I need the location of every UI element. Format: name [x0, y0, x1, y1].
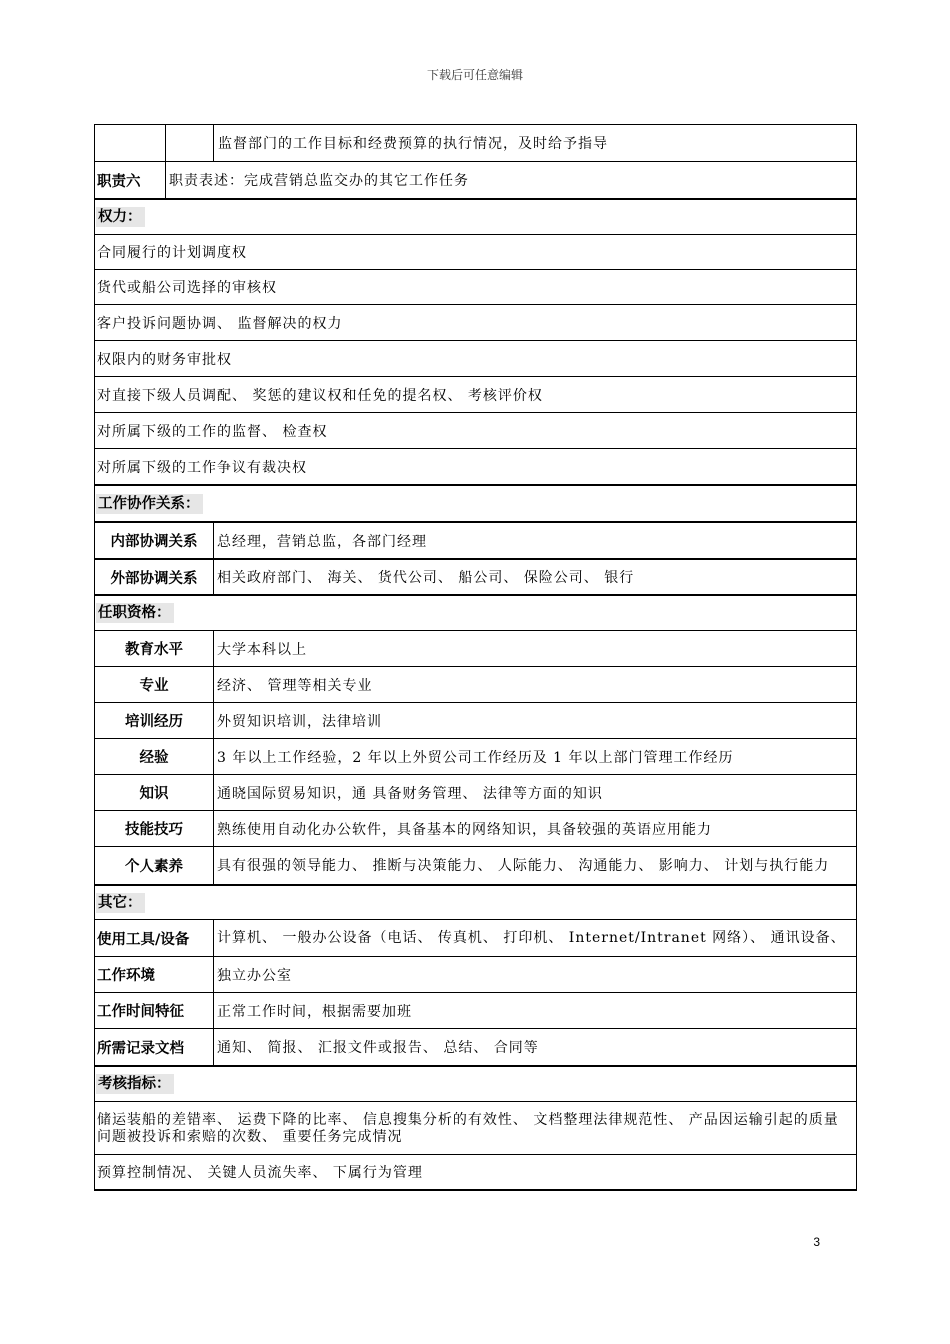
qualification-label: 专业: [139, 678, 169, 694]
power-item: 对直接下级人员调配、 奖惩的建议权和任免的提名权、 考核评价权: [97, 387, 543, 404]
qualification-value: 3 年以上工作经验，2 年以上外贸公司工作经历及 1 年以上部门管理工作经历: [213, 739, 856, 774]
qualification-label: 培训经历: [125, 714, 183, 730]
page-header-note: 下载后可任意编辑: [426, 68, 523, 82]
qualification-section-title: 任职资格：: [96, 603, 174, 623]
collaboration-value: 总经理，营销总监，各部门经理: [213, 523, 856, 558]
power-item-row: [94, 270, 857, 304]
other-label: 使用工具/设备: [97, 931, 190, 948]
qualification-label: 知识: [139, 786, 169, 802]
power-section-title-row: [94, 200, 857, 234]
other-label: 工作时间特征: [97, 1004, 184, 1020]
power-item-row: [94, 413, 857, 448]
qualification-row: [94, 775, 857, 810]
qualification-section-title-row: [94, 596, 857, 630]
power-item-row: [94, 377, 857, 412]
qualification-label: 经验: [139, 750, 169, 766]
other-section-title: 其它：: [96, 893, 145, 913]
other-value: 正常工作时间，根据需要加班: [213, 993, 856, 1028]
power-item: 客户投诉问题协调、 监督解决的权力: [97, 315, 343, 332]
qualification-label: 个人素养: [125, 859, 183, 875]
power-section-title-cell: [95, 200, 856, 234]
assessment-item-row: [94, 1102, 857, 1154]
collaboration-row: [94, 560, 857, 594]
power-item: 权限内的财务审批权: [97, 351, 232, 368]
page-number: 3: [813, 1235, 820, 1249]
other-label: 工作环境: [97, 968, 155, 984]
assessment-section-title-cell: [95, 1067, 856, 1101]
collaboration-value: 相关政府部门、 海关、 货代公司、 船公司、 保险公司、 银行: [213, 560, 856, 594]
other-value: 计算机、 一般办公设备（电话、 传真机、 打印机、 Internet/Intranet 网络）、 通讯设备、: [213, 920, 856, 956]
power-item: 对所属下级的工作的监督、 检查权: [97, 423, 328, 440]
duty-blank-cell: [165, 125, 213, 161]
qualification-section-title-cell: [95, 596, 856, 630]
collaboration-row: [94, 523, 857, 558]
qualification-label: 教育水平: [125, 642, 183, 658]
other-row: [94, 957, 857, 992]
collaboration-section-title: 工作协作关系：: [96, 494, 203, 514]
qualification-row: [94, 811, 857, 846]
collaboration-section-title-cell: [95, 486, 856, 521]
other-row: [94, 1029, 857, 1065]
other-label: 所需记录文档: [97, 1040, 184, 1057]
other-value: 独立办公室: [213, 957, 856, 992]
qualification-row: [94, 703, 857, 738]
power-section-title: 权力：: [96, 207, 145, 227]
assessment-section-title-row: [94, 1067, 857, 1101]
power-item: 货代或船公司选择的审核权: [97, 280, 277, 296]
duty-six-label: 职责六: [97, 173, 141, 190]
duty-six-content: 职责表述：完成营销总监交办的其它工作任务: [165, 162, 856, 198]
assessment-item-row: [94, 1155, 857, 1189]
qualification-row: [94, 667, 857, 702]
duty-six-row: [94, 162, 857, 198]
other-section-title-cell: [95, 886, 856, 919]
power-item: 对所属下级的工作争议有裁决权: [97, 459, 307, 476]
qualification-row: [94, 631, 857, 666]
other-row: [94, 920, 857, 956]
duty-label-empty: [95, 125, 165, 161]
collaboration-label: 外部协调关系: [110, 570, 198, 587]
power-item-row: [94, 341, 857, 376]
qualification-row: [94, 739, 857, 774]
qualification-value: 外贸知识培训，法律培训: [213, 703, 856, 738]
collaboration-section-title-row: [94, 486, 857, 521]
duty-content: 监督部门的工作目标和经费预算的执行情况，及时给予指导: [213, 125, 856, 161]
power-item-row: [94, 449, 857, 484]
qualification-value: 通晓国际贸易知识，通 具备财务管理、 法律等方面的知识: [213, 775, 856, 810]
qualification-row: [94, 847, 857, 884]
qualification-value: 经济、 管理等相关专业: [213, 667, 856, 702]
power-item: 合同履行的计划调度权: [97, 245, 247, 261]
assessment-section-title: 考核指标：: [96, 1074, 174, 1094]
table-bottom-border: [94, 1189, 857, 1191]
assessment-item: 储运装船的差错率、 运费下降的比率、 信息搜集分析的有效性、 文档整理法律规范性、 产品因运输引起的质量问题被投诉和索赔的次数、 重要任务完成情况: [97, 1111, 839, 1145]
power-item-row: [94, 305, 857, 340]
power-item-row: [94, 235, 857, 269]
qualification-value: 熟练使用自动化办公软件，具备基本的网络知识，具备较强的英语应用能力: [213, 811, 856, 846]
qualification-label: 技能技巧: [125, 822, 183, 838]
assessment-item: 预算控制情况、 关键人员流失率、 下属行为管理: [97, 1165, 423, 1181]
duty-row-continued: [94, 125, 857, 161]
other-value: 通知、 简报、 汇报文件或报告、 总结、 合同等: [213, 1029, 856, 1065]
qualification-value: 大学本科以上: [213, 631, 856, 666]
other-row: [94, 993, 857, 1028]
qualification-value: 具有很强的领导能力、 推断与决策能力、 人际能力、 沟通能力、 影响力、 计划与执行能力: [213, 847, 856, 884]
other-section-title-row: [94, 886, 857, 919]
collaboration-label: 内部协调关系: [110, 534, 198, 550]
